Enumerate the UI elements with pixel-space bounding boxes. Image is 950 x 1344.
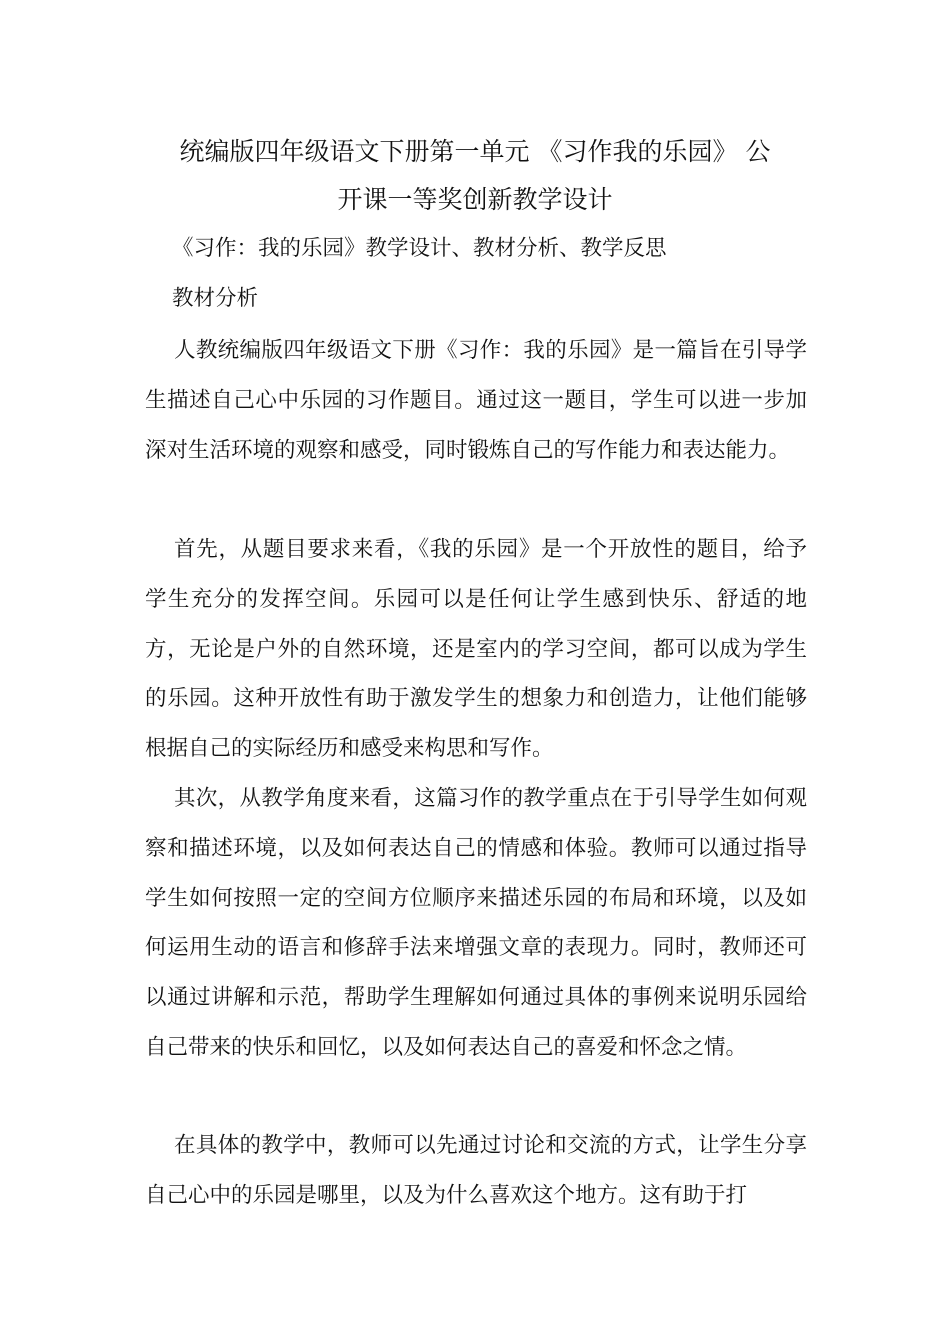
paragraph: 在具体的教学中，教师可以先通过讨论和交流的方式，让学生分享自己心中的乐园是哪里，以及为什么喜欢这个地方。这有助于打 bbox=[145, 1133, 807, 1208]
document-title bbox=[145, 128, 805, 224]
paragraph: 首先，从题目要求来看，《我的乐园》是一个开放性的题目，给予学生充分的发挥空间。乐园可以是任何让学生感到快乐、舒适的地方，无论是户外的自然环境，还是室内的学习空间，都可以成为学生的乐园。这种开放性有助于激发学生的想象力和创造力，让他们能够根据自己的实际经历和感受来构思和写作。 bbox=[145, 537, 807, 762]
title-line-2: 开课一等奖创新教学设计 bbox=[337, 185, 613, 214]
document-subtitle: 《习作：我的乐园》教学设计、教材分析、教学反思 bbox=[172, 236, 667, 261]
title-line-1: 统编版四年级语文下册第一单元 《习作我的乐园》 公 bbox=[179, 137, 771, 166]
paragraph: 其次，从教学角度来看，这篇习作的教学重点在于引导学生如何观察和描述环境，以及如何表达自己的情感和体验。教师可以通过指导学生如何按照一定的空间方位顺序来描述乐园的布局和环境，以及如何运用生动的语言和修辞手法来增强文章的表现力。同时，教师还可以通过讲解和示范，帮助学生理解如何通过具体的事例来说明乐园给自己带来的快乐和回忆，以及如何表达自己的喜爱和怀念之情。 bbox=[145, 786, 807, 1060]
section-heading: 教材分析 bbox=[172, 286, 259, 311]
paragraph: 人教统编版四年级语文下册《习作：我的乐园》是一篇旨在引导学生描述自己心中乐园的习作题目。通过这一题目，学生可以进一步加深对生活环境的观察和感受，同时锻炼自己的写作能力和表达能力。 bbox=[145, 338, 807, 463]
